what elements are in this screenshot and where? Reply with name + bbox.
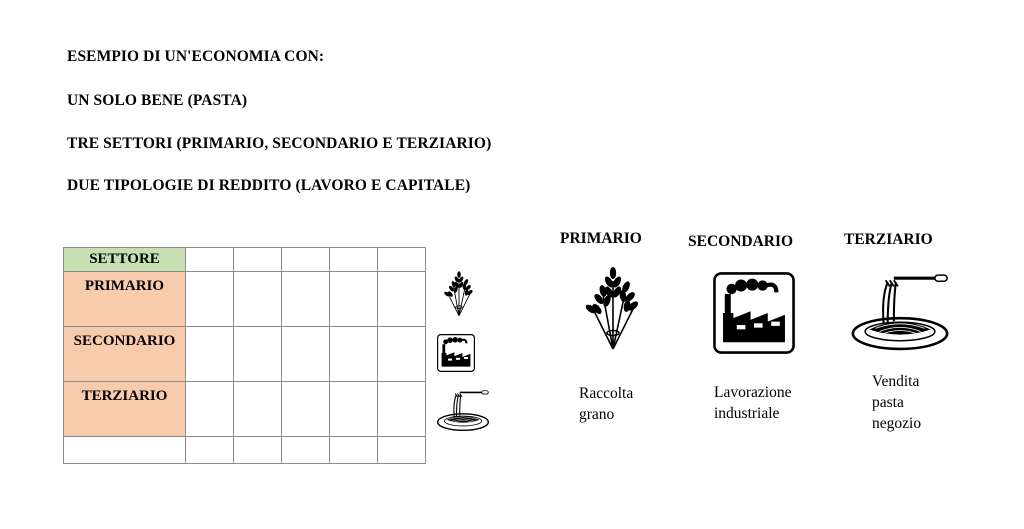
pasta-plate-icon <box>848 270 952 352</box>
table-empty-label <box>64 437 186 464</box>
heading-line-3: TRE SETTORI (PRIMARIO, SECONDARIO E TERZIARIO) <box>67 135 492 152</box>
desc-line: industriale <box>714 405 780 422</box>
desc-line: Raccolta <box>579 385 634 402</box>
wheat-icon <box>440 266 478 320</box>
table-cell <box>282 437 330 464</box>
table-row-secondario: SECONDARIO <box>64 327 186 382</box>
sector-desc-terziario <box>872 371 921 434</box>
sector-table <box>63 247 426 464</box>
pasta-plate-icon <box>432 388 494 432</box>
heading-line-1: ESEMPIO DI UN'ECONOMIA CON: <box>67 48 325 65</box>
table-cell <box>378 327 426 382</box>
table-cell <box>330 248 378 272</box>
table-cell <box>234 327 282 382</box>
table-cell <box>234 437 282 464</box>
table-cell <box>234 248 282 272</box>
sector-title-terziario: TERZIARIO <box>844 231 933 248</box>
table-row-terziario: TERZIARIO <box>64 382 186 437</box>
desc-line: negozio <box>872 415 922 432</box>
table-cell <box>282 327 330 382</box>
table-cell <box>378 382 426 437</box>
desc-line: Lavorazione <box>714 384 792 401</box>
table-cell <box>186 382 234 437</box>
sector-desc-secondario <box>714 382 791 424</box>
table-cell <box>282 382 330 437</box>
table-cell <box>282 272 330 327</box>
table-cell <box>234 382 282 437</box>
table-cell <box>186 327 234 382</box>
heading-line-4: DUE TIPOLOGIE DI REDDITO (LAVORO E CAPITALE) <box>67 177 471 194</box>
table-cell <box>234 272 282 327</box>
sector-title-secondario: SECONDARIO <box>688 233 794 250</box>
table-header-settore: SETTORE <box>64 248 186 272</box>
table-cell <box>186 272 234 327</box>
sector-desc-primario <box>579 383 633 425</box>
table-cell <box>330 272 378 327</box>
table-cell <box>186 248 234 272</box>
wheat-icon <box>578 258 648 356</box>
table-cell <box>378 437 426 464</box>
table-cell <box>186 437 234 464</box>
table-cell <box>378 272 426 327</box>
table-cell <box>282 248 330 272</box>
desc-line: Vendita <box>872 373 920 390</box>
factory-icon <box>711 270 797 356</box>
table-row-primario: PRIMARIO <box>64 272 186 327</box>
table-cell <box>330 382 378 437</box>
heading-line-2: UN SOLO BENE (PASTA) <box>67 92 248 109</box>
factory-icon <box>436 333 476 373</box>
table-cell <box>330 327 378 382</box>
table-cell <box>330 437 378 464</box>
desc-line: grano <box>579 406 615 423</box>
sector-title-primario: PRIMARIO <box>560 230 642 247</box>
table-cell <box>378 248 426 272</box>
desc-line: pasta <box>872 394 904 411</box>
